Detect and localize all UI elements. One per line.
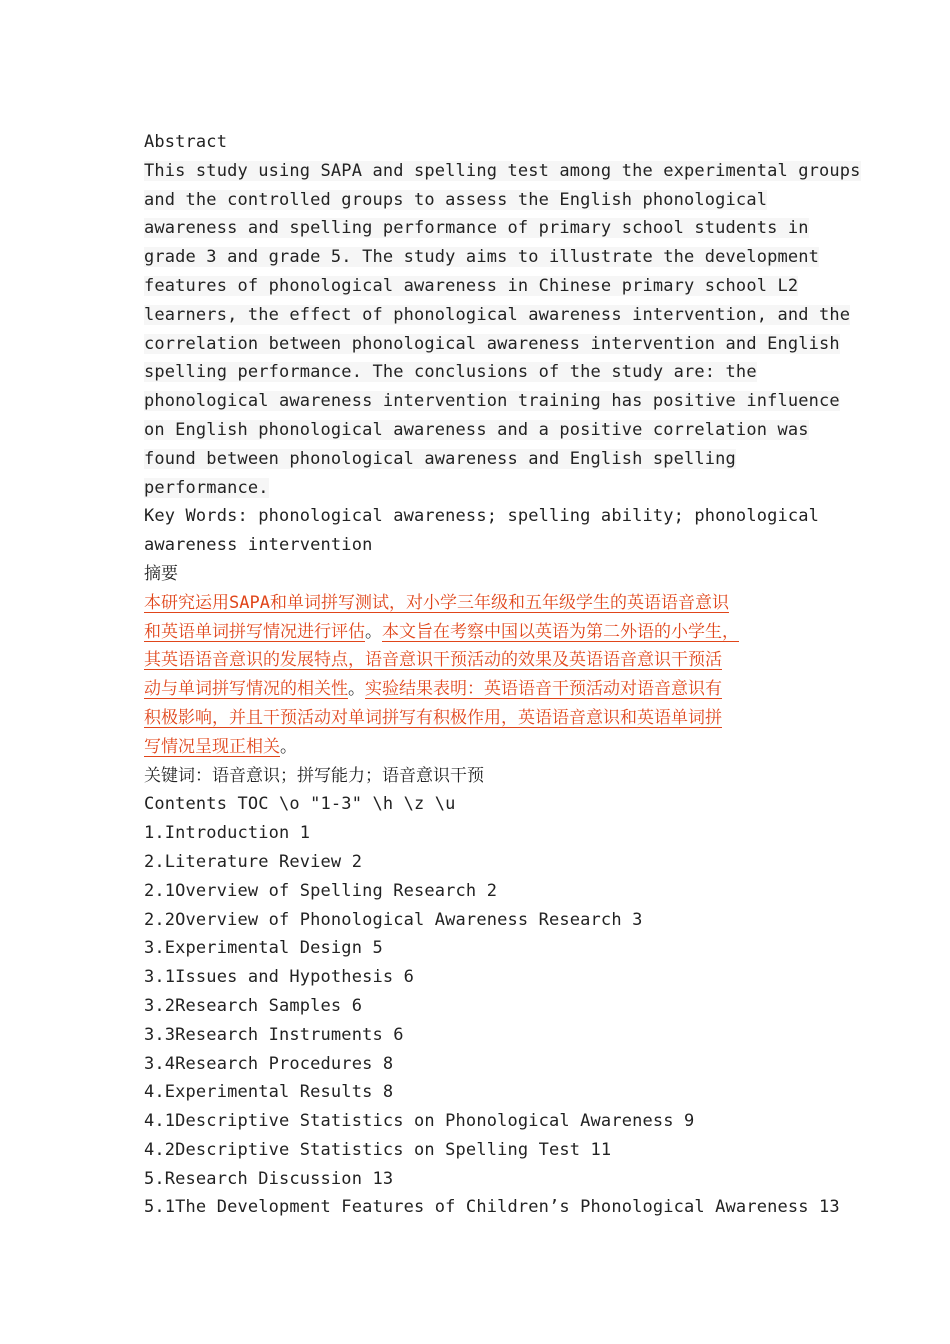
zh-abstract-line	[144, 675, 824, 704]
abstract-body	[144, 157, 861, 503]
plain-text: 。	[365, 621, 382, 642]
abstract-line: This study using SAPA and spelling test among the experimental groups	[144, 160, 861, 181]
zh-abstract-line	[144, 618, 824, 647]
highlighted-text: 写情况呈现正相关	[144, 736, 280, 757]
toc-item[interactable]: 2.2Overview of Phonological Awareness Research 3	[144, 909, 643, 930]
abstract-line: and the controlled groups to assess the English phonological	[144, 189, 768, 210]
abstract-heading: Abstract	[144, 132, 228, 152]
abstract-line: correlation between phonological awareness intervention and English	[144, 333, 840, 354]
zh-keywords: 关键词：语音意识；拼写能力；语音意识干预	[144, 765, 484, 786]
abstract-line: performance.	[144, 477, 269, 498]
abstract-line: features of phonological awareness in Chinese primary school L2	[144, 275, 799, 296]
abstract-line: grade 3 and grade 5. The study aims to illustrate the development	[144, 247, 820, 268]
abstract-line: learners, the effect of phonological awareness intervention, and the	[144, 304, 851, 325]
abstract-line: on English phonological awareness and a positive correlation was	[144, 419, 809, 440]
toc-item[interactable]: 3.2Research Samples 6	[144, 995, 363, 1016]
zh-abstract-heading: 摘要	[144, 563, 178, 584]
keywords-line: awareness intervention	[144, 535, 373, 556]
toc-item[interactable]: 4.2Descriptive Statistics on Spelling Test 11	[144, 1139, 612, 1160]
toc-item[interactable]: 4.Experimental Results 8	[144, 1082, 394, 1103]
abstract-line: awareness and spelling performance of primary school students in	[144, 218, 809, 239]
toc-item[interactable]: 5.1The Development Features of Children’s Phonological Awareness 13	[144, 1197, 840, 1218]
highlighted-text: 和英语单词拼写情况进行评估	[144, 621, 365, 642]
contents-heading: Contents TOC \o "1-3" \h \z \u	[144, 794, 456, 815]
abstract-line: spelling performance. The conclusions of the study are: the	[144, 362, 757, 383]
abstract-line: phonological awareness intervention training has positive influence	[144, 391, 840, 412]
zh-abstract-line	[144, 704, 824, 733]
highlighted-text: 其英语语音意识的发展特点，语音意识干预活动的效果及英语语音意识干预活	[144, 650, 722, 671]
zh-abstract-line	[144, 646, 824, 675]
document-page	[144, 128, 861, 1222]
toc-item[interactable]: 3.4Research Procedures 8	[144, 1053, 394, 1074]
zh-abstract-body	[144, 589, 824, 762]
keywords-line: Key Words: phonological awareness; spelling ability; phonological	[144, 506, 820, 527]
toc-item[interactable]: 5.Research Discussion 13	[144, 1168, 394, 1189]
toc-item[interactable]: 2.1Overview of Spelling Research 2	[144, 880, 498, 901]
toc-item[interactable]: 3.1Issues and Hypothesis 6	[144, 967, 415, 988]
toc-item[interactable]: 3.Experimental Design 5	[144, 938, 383, 959]
zh-abstract-line	[144, 733, 824, 762]
plain-text: 。	[348, 679, 365, 700]
highlighted-text: 动与单词拼写情况的相关性	[144, 679, 348, 700]
highlighted-text: 本研究运用SAPA和单词拼写测试，对小学三年级和五年级学生的英语语音意识	[144, 592, 729, 613]
toc-item[interactable]: 2.Literature Review 2	[144, 851, 363, 872]
toc-item[interactable]: 3.3Research Instruments 6	[144, 1024, 404, 1045]
toc-item[interactable]: 1.Introduction 1	[144, 823, 311, 844]
plain-text: 。	[280, 736, 297, 757]
toc-item[interactable]: 4.1Descriptive Statistics on Phonological Awareness 9	[144, 1111, 695, 1132]
highlighted-text: 本文旨在考察中国以英语为第二外语的小学生，	[382, 621, 739, 642]
table-of-contents	[144, 819, 840, 1222]
zh-abstract-line	[144, 589, 824, 618]
highlighted-text: 积极影响，并且干预活动对单词拼写有积极作用，英语语音意识和英语单词拼	[144, 707, 722, 728]
highlighted-text: 实验结果表明：英语语音干预活动对语音意识有	[365, 679, 722, 700]
abstract-line: found between phonological awareness and English spelling	[144, 448, 736, 469]
